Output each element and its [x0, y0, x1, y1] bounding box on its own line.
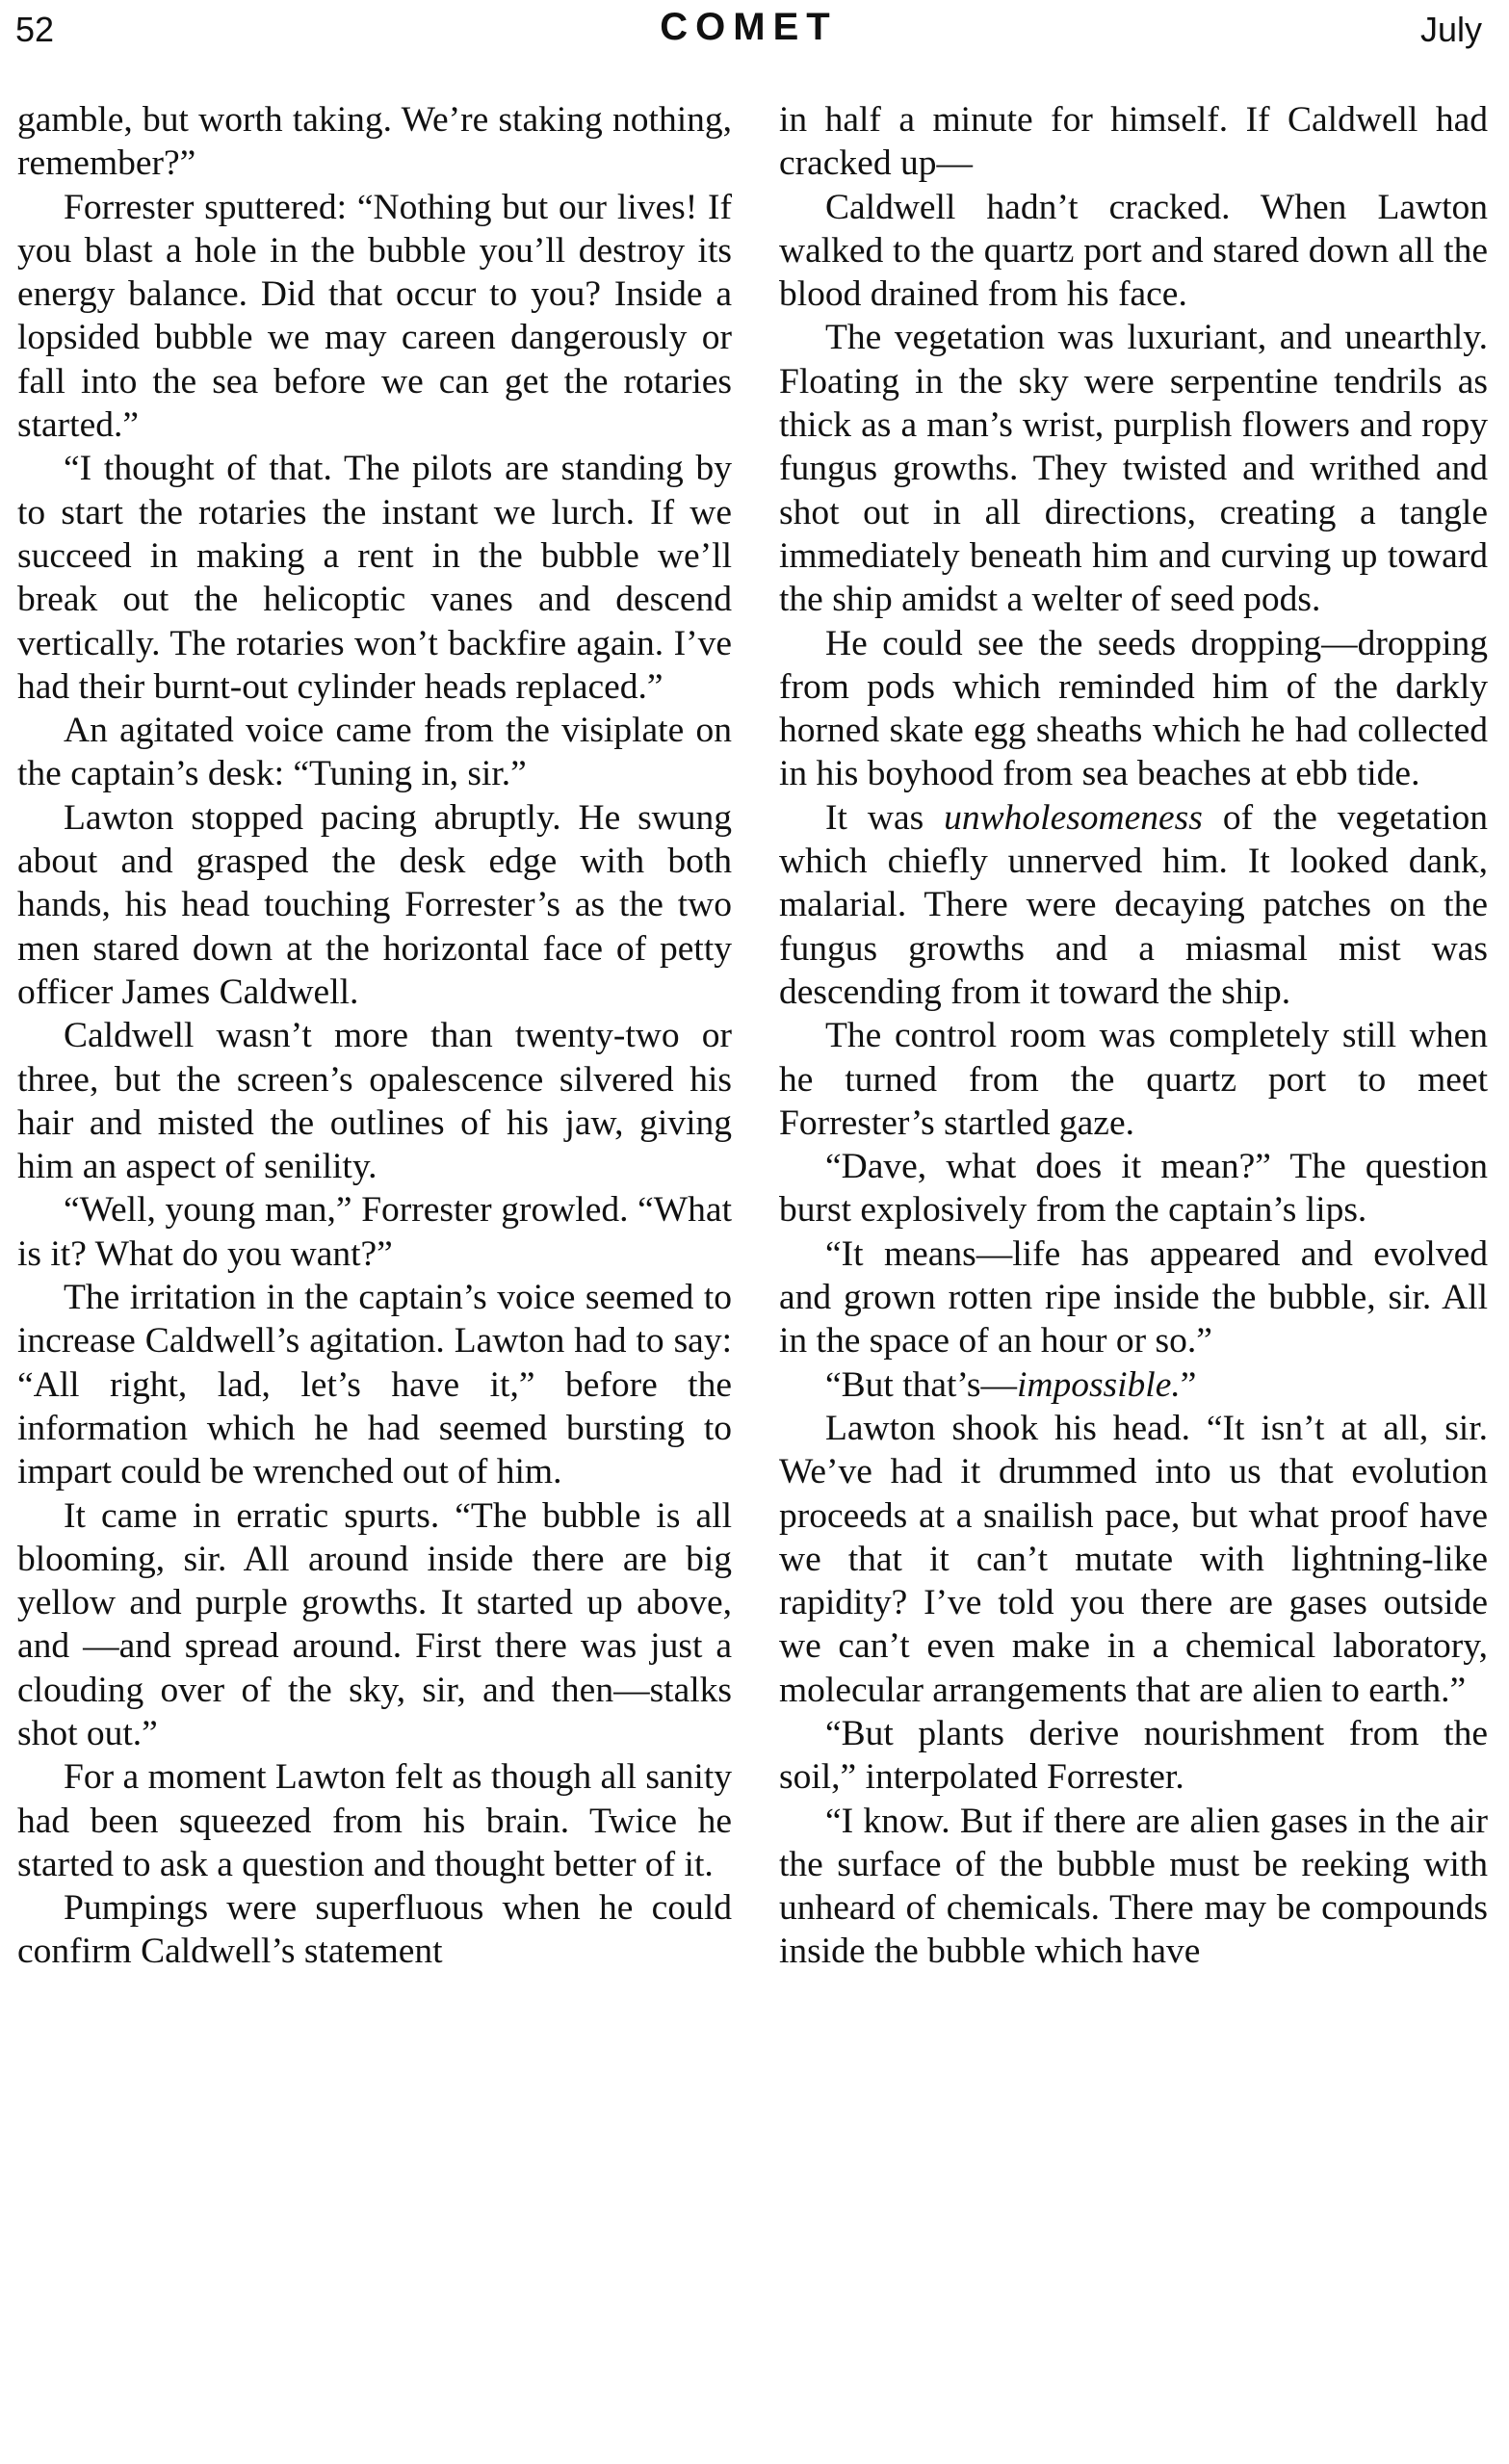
paragraph: [779, 796, 1488, 1014]
paragraph: “But plants derive nourishment from the soil,” interpolated Forrester.: [779, 1713, 1488, 1798]
paragraph: Lawton shook his head. “It isn’t at all, sir. We’ve had it drummed into us that evolution proceeds at a snailish pace, but what proof have we that it can’t mutate with lightning-like rapidity? I’ve told you there are gases outside we can’t even make in a chemical laboratory, molecular arrangements that are alien to earth.”: [779, 1408, 1488, 1710]
paragraph: Caldwell hadn’t cracked. When Lawton walked to the quartz port and stared down all the blood drained from his face.: [779, 187, 1488, 315]
paragraph: Lawton stopped pacing abruptly. He swung about and grasped the desk edge with both hands, his head touching Forrester’s as the two men stared down at the horizontal face of petty officer James Caldwell.: [17, 797, 732, 1012]
paragraph: “I thought of that. The pilots are standing by to start the rotaries the instant we lurch. If we succeed in making a rent in the bubble we’ll break out the helicoptic vanes and descend vertically. The rotaries won’t backfire again. I’ve had their burnt-out cylinder heads replaced.”: [17, 449, 732, 707]
running-head: [15, 6, 1482, 60]
paragraph: [779, 1363, 1488, 1407]
paragraph-text: ”: [1180, 1364, 1197, 1405]
paragraph: The irritation in the captain’s voice seemed to increase Caldwell’s agitation. Lawton had to say: “All right, lad, let’s have it,” before the information which he had seemed bursting to impart could be wrenched out of him.: [17, 1278, 732, 1492]
emphasized-word: unwholesomeness: [944, 797, 1203, 838]
paragraph: “I know. But if there are alien gases in the air the surface of the bubble must be reeking with unheard of chemicals. There may be compounds inside the bubble which have: [779, 1801, 1488, 1972]
paragraph: The vegetation was luxuriant, and unearthly. Floating in the sky were serpentine tendrils as thick as a man’s wrist, purplish flowers and ropy fungus growths. They twisted and writhed and shot out in all directions, creating a tangle immediately beneath him and curving up toward the ship amidst a welter of seed pods.: [779, 318, 1488, 620]
paragraph: “Dave, what does it mean?” The question burst explosively from the captain’s lips.: [779, 1147, 1488, 1231]
paragraph: Pumpings were superfluous when he could confirm Caldwell’s statement: [17, 1888, 732, 1972]
issue-month: July: [1419, 10, 1482, 49]
paragraph-text: of the vegetation which chiefly unnerved him. It looked dank, malarial. There were decaying patches on the fungus growths and a miasmal mist was descending from it toward the ship.: [779, 797, 1488, 1012]
left-column: [17, 98, 732, 1974]
paragraph: Caldwell wasn’t more than twenty-two or three, but the screen’s opalescence silvered his hair and misted the outlines of his jaw, giving him an aspect of senility.: [17, 1016, 732, 1187]
paragraph: “It means—life has appeared and evolved and grown rotten ripe inside the bubble, sir. All in the space of an hour or so.”: [779, 1233, 1488, 1362]
continued-paragraph: gamble, but worth taking. We’re staking nothing, remember?”: [17, 100, 732, 184]
paragraph: It came in erratic spurts. “The bubble is all blooming, sir. All around inside there are big yellow and purple growths. It started up above, and —and spread around. First there was just a clouding over of the sky, sir, and then—stalks shot out.”: [17, 1495, 732, 1753]
paragraph: Forrester sputtered: “Nothing but our lives! If you blast a hole in the bubble you’ll destroy its energy balance. Did that occur to you? Inside a lopsided bubble we may careen dangerously or fall into the sea before we can get the rotaries started.”: [17, 187, 732, 446]
page-number: 52: [15, 10, 55, 49]
right-column: [779, 98, 1488, 1974]
paragraph: “Well, young man,” Forrester growled. “What is it? What do you want?”: [17, 1190, 732, 1274]
paragraph: He could see the seeds dropping—dropping from pods which reminded him of the darkly horned skate egg sheaths which he had collected in his boyhood from sea beaches at ebb tide.: [779, 623, 1488, 794]
continued-paragraph: in half a minute for himself. If Caldwell had cracked up—: [779, 100, 1488, 184]
paragraph-text: “But that’s—: [825, 1364, 1017, 1405]
paragraph: For a moment Lawton felt as though all sanity had been squeezed from his brain. Twice he started to ask a question and thought better of it.: [17, 1757, 732, 1884]
magazine-title: COMET: [660, 6, 838, 48]
paragraph-text: It was: [825, 797, 945, 838]
paragraph: An agitated voice came from the visiplate on the captain’s desk: “Tuning in, sir.”: [17, 711, 732, 794]
paragraph: The control room was completely still when he turned from the quartz port to meet Forrester’s startled gaze.: [779, 1016, 1488, 1143]
emphasized-word: impossible.: [1016, 1364, 1181, 1405]
